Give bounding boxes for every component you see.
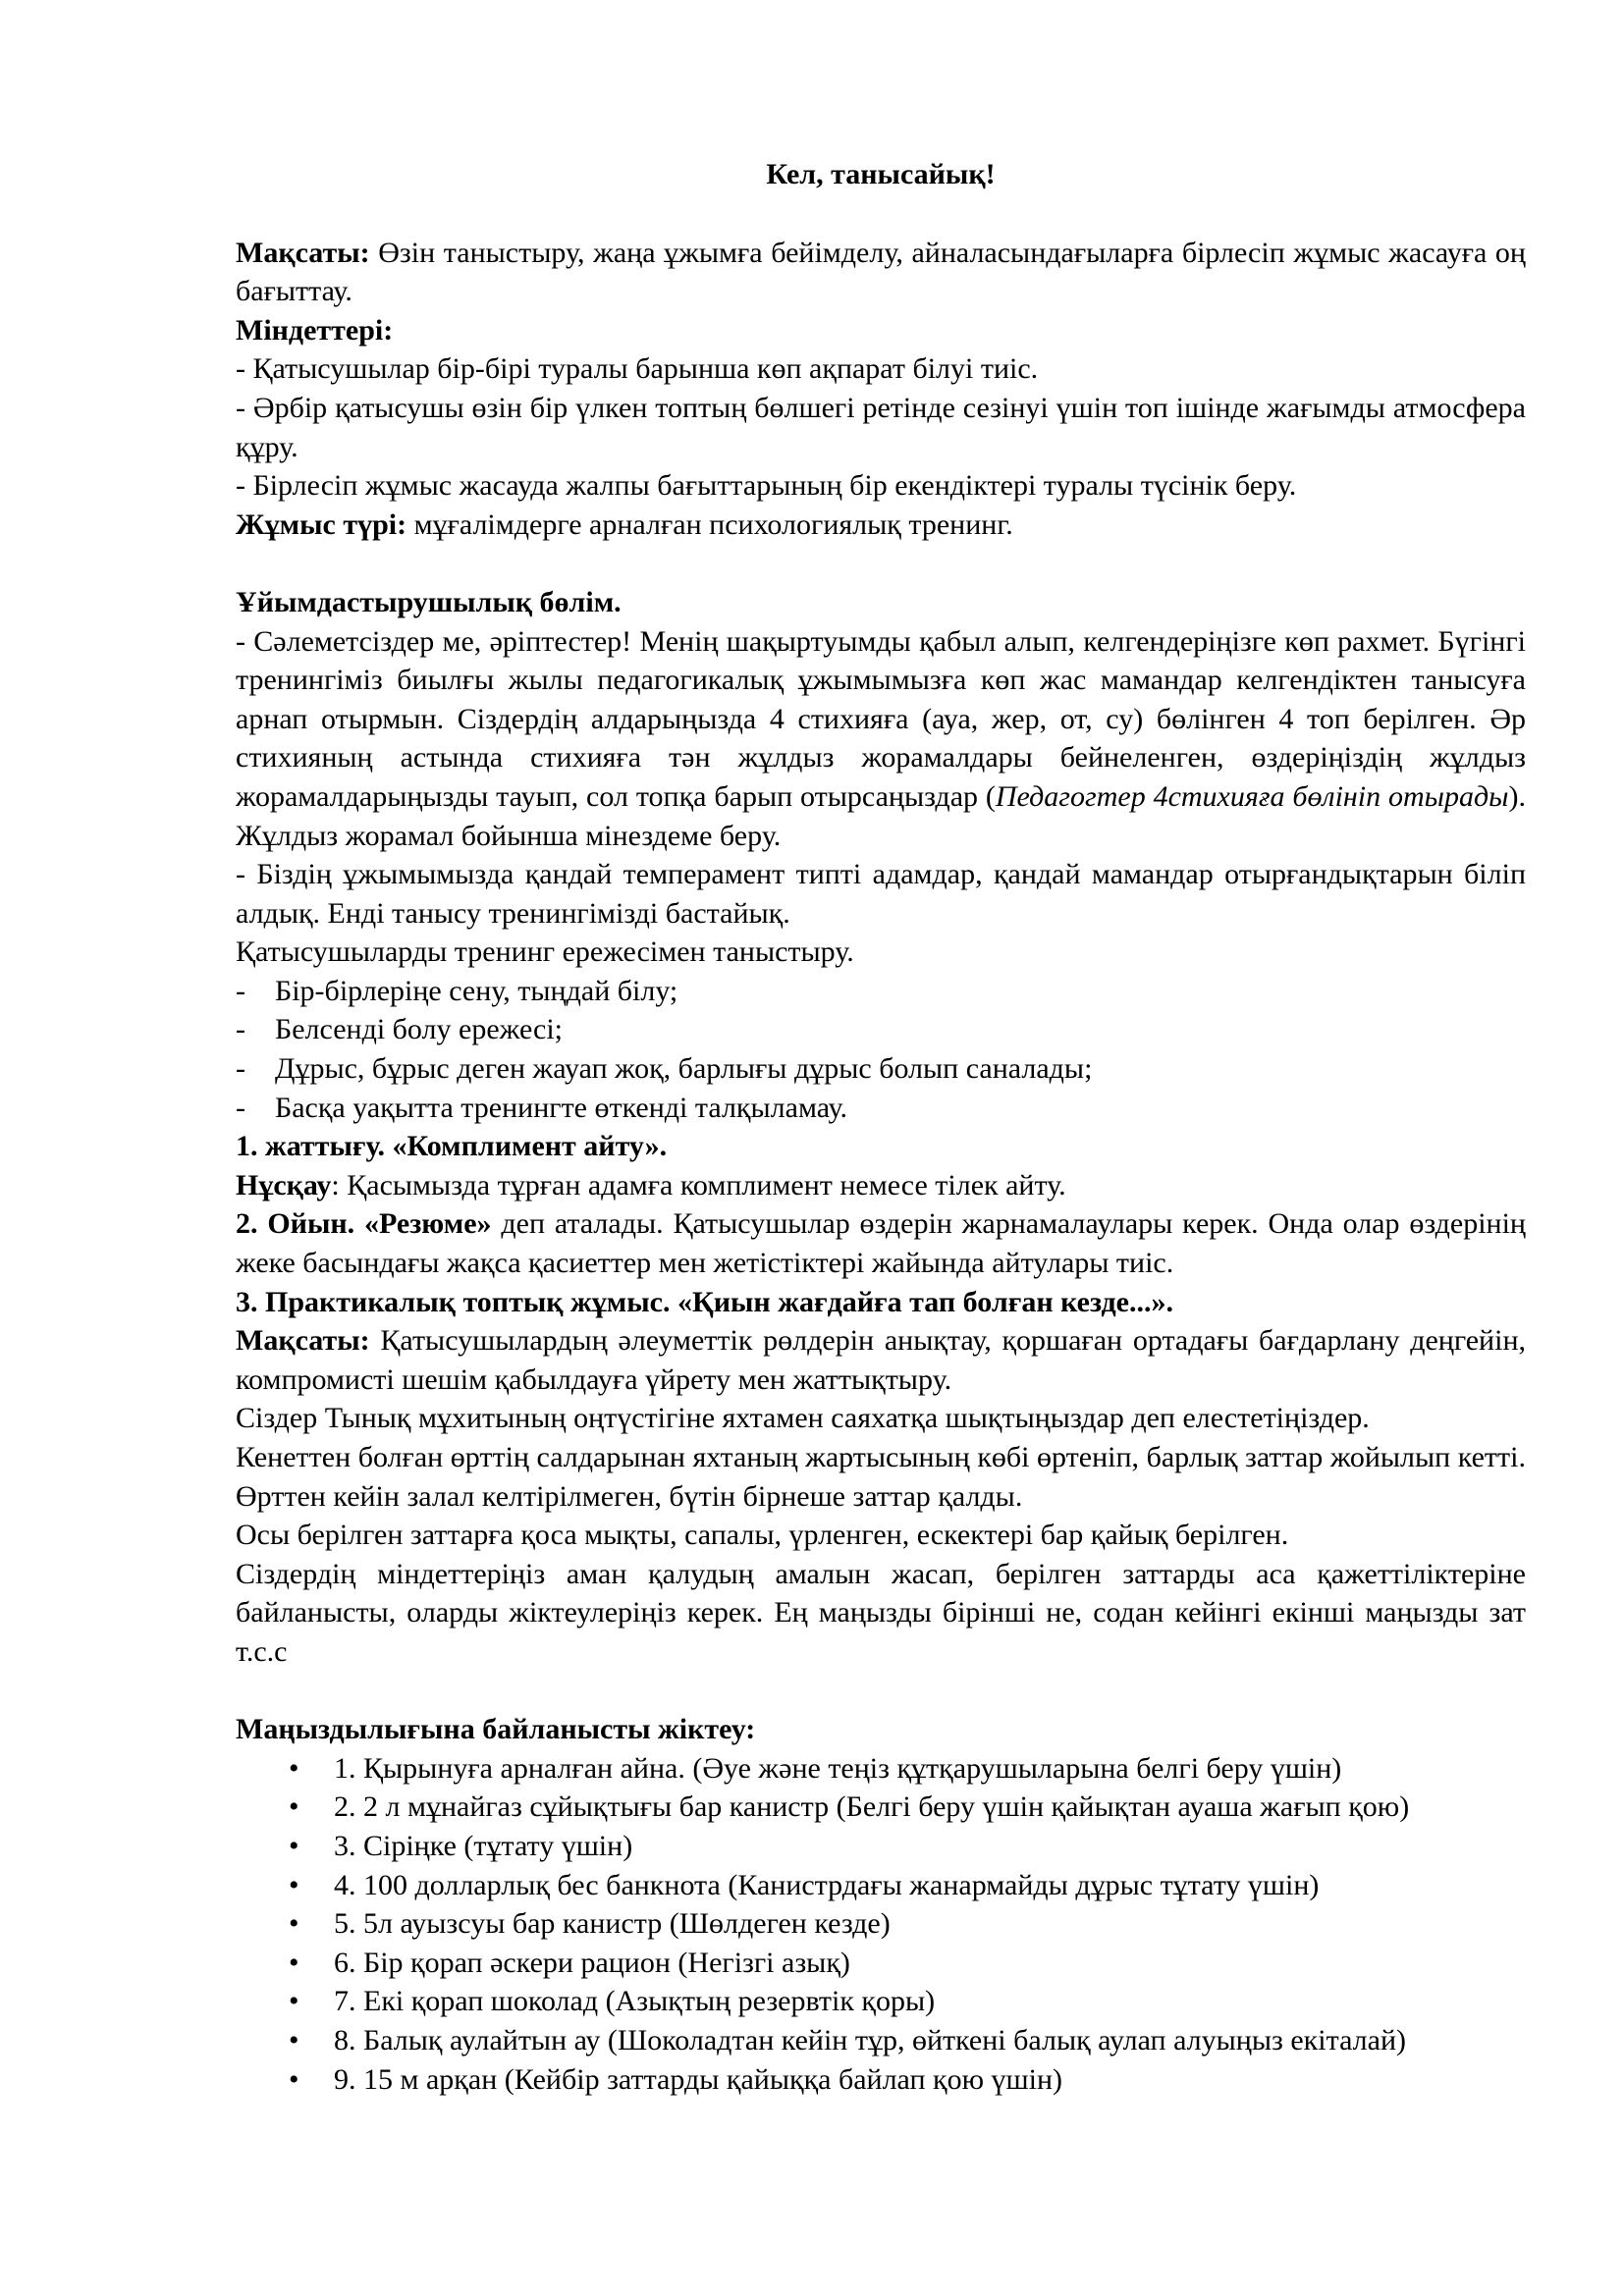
rule-text: Бір-бірлеріңе сену, тыңдай білу;: [275, 974, 678, 1007]
list-item: [236, 1827, 1526, 1866]
spacer: [236, 1672, 1526, 1711]
list-item-text: 4. 100 долларлық бес банкнота (Канистрдағы жанармайды дұрыс тұтату үшін): [334, 1868, 1320, 1901]
work-type-text: мұғалімдерге арналған психологиялық тренинг.: [406, 507, 1013, 541]
rule-item-2: [236, 1010, 1526, 1049]
exercise-3-paragraph-3: Осы берілген заттарға қоса мықты, сапалы, үрленген, ескектері бар қайық берілген.: [236, 1519, 1289, 1552]
org-paragraph-1-start: - Сәлеметсіздер ме, әріптестер! Менің шақыртуымды қабыл алып, келгендеріңізге көп рахмет. Бүгінгі тренингіміз биылғы жылы педагогикалық ұжымымызға көп жас мамандар келгендіктен танысуға арнап отырмын. Сіздердің алдарыңызда 4 стихияға (ауа, жер, от, су) бөлінген 4 топ берілген. Әр стихияның астында стихияға тән жұлдыз жорамалдары бейнеленген, өздеріңіздің жұлдыз жорамалдарыңызды тауып, сол топқа барып отырсаңыздар (: [236, 624, 1526, 813]
bullet-icon: •: [289, 2062, 299, 2096]
list-item: [236, 1944, 1526, 1983]
exercise-1-instruction: [236, 1166, 1526, 1205]
list-item: [236, 1904, 1526, 1944]
rule-item-4: [236, 1089, 1526, 1128]
exercise-3-goal-text: Қатысушылардың әлеуметтік рөлдерін анықтау, қоршаған ортадағы бағдарлану деңгейін, компромисті шешім қабылдауға үйрету мен жаттықтыру.: [236, 1324, 1526, 1396]
list-item-text: 7. Екі қорап шоколад (Азықтың резервтік қоры): [334, 1985, 936, 2018]
task-item-2: - Әрбір қатысушы өзін бір үлкен топтың бөлшегі ретінде сезінуі үшін топ ішінде жағымды атмосфера құру.: [236, 391, 1526, 463]
list-item-text: 9. 15 м арқан (Кейбір заттарды қайыққа байлап қою үшін): [334, 2062, 1063, 2096]
org-paragraph-1-end: ). Жұлдыз жорамал бойынша мінездеме беру.: [236, 779, 1526, 852]
rule-item-3: [236, 1049, 1526, 1089]
list-item-text: 6. Бір қорап әскери рацион (Негізгі азық): [334, 1946, 850, 1979]
goal-label: Мақсаты:: [236, 236, 370, 269]
bullet-icon: •: [289, 2023, 299, 2056]
rule-text: Басқа уақытта тренингте өткенді талқыламау.: [275, 1091, 848, 1124]
exercise-3-goal-label: Мақсаты:: [236, 1324, 370, 1358]
ranking-heading: Маңыздылығына байланысты жіктеу:: [236, 1713, 756, 1746]
rule-text: Белсенді болу ережесі;: [275, 1013, 564, 1046]
list-item-text: 5. 5л ауызсуы бар канистр (Шөлдеген кезде): [334, 1907, 891, 1941]
bullet-icon: •: [289, 1829, 299, 1862]
exercise-2-text: деп аталады. Қатысушылар өздерін жарнамалаулары керек. Онда олар өздерінің жеке басындағы жақса қасиеттер мен жетістіктері жайында айтулары тиіс.: [236, 1207, 1526, 1280]
tasks-label: Міндеттері:: [236, 313, 394, 347]
bullet-icon: •: [289, 1907, 299, 1941]
list-item: [236, 1788, 1526, 1827]
work-type-label: Жұмыс түрі:: [236, 507, 407, 541]
work-type-paragraph: [236, 506, 1526, 545]
rule-text: Дұрыс, бұрыс деген жауап жоқ, барлығы дұрыс болып саналады;: [275, 1052, 1093, 1086]
exercise-3-paragraph-2: Кенеттен болған өрттің салдарынан яхтаның жартысының көбі өртеніп, барлық заттар жойылып кетті. Өрттен кейін залал келтірілмеген, бүтін бірнеше заттар қалды.: [236, 1441, 1526, 1513]
bullet-icon: •: [289, 1868, 299, 1901]
task-item-1: - Қатысушылар бір-бірі туралы барынша көп ақпарат білуі тиіс.: [236, 352, 1039, 386]
bullet-icon: •: [289, 1751, 299, 1785]
list-item-text: 2. 2 л мұнайгаз сұйықтығы бар канистр (Белгі беру үшін қайықтан ауаша жағып қою): [334, 1790, 1410, 1824]
org-paragraph-2: - Біздің ұжымымызда қандай темперамент типті адамдар, қандай мамандар отырғандықтарын біліп алдық. Енді танысу тренингімізді бастайық.: [236, 858, 1526, 930]
goal-paragraph: [236, 234, 1526, 311]
spacer: [236, 544, 1526, 583]
bullet-icon: •: [289, 1985, 299, 2018]
org-paragraph-1-italic: Педагогтер 4стихияға бөлініп отырады: [995, 779, 1509, 813]
dash-marker: -: [236, 1091, 245, 1124]
task-item-3: - Бірлесіп жұмыс жасауда жалпы бағыттарының бір екендіктері туралы түсінік беру.: [236, 469, 1297, 503]
dash-marker: -: [236, 1013, 245, 1046]
exercise-3-paragraph-1: Сіздер Тынық мұхитының оңтүстігіне яхтамен саяхатқа шықтыңыздар деп елестетіңіздер.: [236, 1402, 1370, 1435]
list-item: [236, 1866, 1526, 1905]
goal-text: Өзін таныстыру, жаңа ұжымға бейімделу, айналасындағыларға бірлесіп жұмыс жасауға оң бағыттау.: [236, 236, 1526, 308]
ranking-list: [236, 1749, 1526, 2099]
exercise-2-paragraph: [236, 1204, 1526, 1282]
bullet-icon: •: [289, 1946, 299, 1979]
list-item: [236, 2060, 1526, 2100]
exercise-3-heading: 3. Практикалық топтық жұмыс. «Қиын жағдайға тап болған кезде...».: [236, 1285, 1173, 1318]
org-heading: Ұйымдастырушылық бөлім.: [236, 585, 622, 618]
list-item: [236, 2021, 1526, 2060]
bullet-icon: •: [289, 1790, 299, 1824]
list-item: [236, 1982, 1526, 2021]
exercise-2-heading: 2. Ойын. «Резюме»: [236, 1207, 492, 1241]
list-item-text: 8. Балық аулайтын ау (Шоколадтан кейін тұр, өйткені балық аулап алуыңыз екіталай): [334, 2023, 1406, 2056]
rule-item-1: [236, 972, 1526, 1011]
list-item-text: 1. Қырынуға арналған айна. (Әуе және теңіз құтқарушыларына белгі беру үшін): [334, 1751, 1342, 1785]
page-title: Кел, танысайық!: [766, 158, 996, 190]
list-item: [236, 1749, 1526, 1789]
instruction-label: Нұсқау: [236, 1168, 332, 1201]
document-page: [236, 155, 1526, 2099]
dash-marker: -: [236, 1052, 245, 1086]
exercise-1-heading: 1. жаттығу. «Комплимент айту».: [236, 1130, 668, 1163]
exercise-3-paragraph-4: Сіздердің міндеттеріңіз аман қалудың амалын жасап, берілген заттарды аса қажеттіліктеріне байланысты, оларды жіктеулеріңіз керек. Ең маңызды бірінші не, содан кейінгі екінші маңызды зат т.с.с: [236, 1557, 1526, 1668]
instruction-text: : Қасымызда тұрған адамға комплимент немесе тілек айту.: [331, 1168, 1066, 1201]
rules-intro: Қатысушыларды тренинг ережесімен таныстыру.: [236, 935, 854, 969]
org-paragraph-1: [236, 622, 1526, 856]
exercise-3-goal: [236, 1321, 1526, 1399]
list-item-text: 3. Сіріңке (тұтату үшін): [334, 1829, 633, 1862]
dash-marker: -: [236, 974, 245, 1007]
